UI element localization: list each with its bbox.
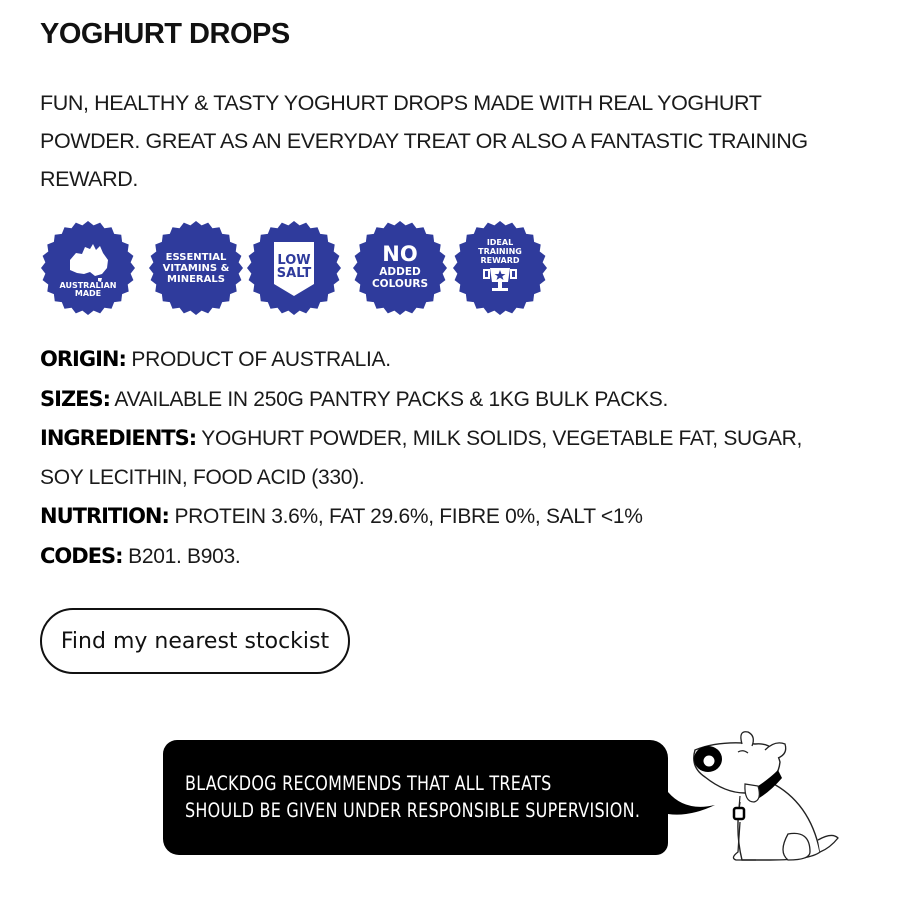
badge-no-added-colours xyxy=(352,220,448,316)
badge-label-large: NO xyxy=(382,242,418,266)
badge-australian-made xyxy=(40,220,136,316)
badge-ideal-training-reward xyxy=(452,220,548,316)
spec-origin: ORIGIN: PRODUCT OF AUSTRALIA. xyxy=(40,347,391,371)
product-title: YOGHURT DROPS xyxy=(40,18,290,50)
badge-label: ADDED COLOURS xyxy=(371,266,429,290)
cartoon-dog-illustration xyxy=(660,722,860,882)
find-stockist-button[interactable]: Find my nearest stockist xyxy=(40,608,350,674)
trophy-star-icon xyxy=(452,220,548,316)
spec-nutrition: NUTRITION: PROTEIN 3.6%, FAT 29.6%, FIBRE 0%, SALT <1% xyxy=(40,504,643,528)
product-specs xyxy=(40,340,870,576)
badge-label: LOW SALT xyxy=(276,253,312,281)
badge-essential-vitamins xyxy=(148,220,244,316)
badge-label: AUSTRALIAN MADE xyxy=(59,281,117,298)
badge-label: ESSENTIAL VITAMINS & MINERALS xyxy=(162,252,230,285)
spec-codes: CODES: B201. B903. xyxy=(40,543,241,568)
supervision-notice-text: BLACKDOG RECOMMENDS THAT ALL TREATS SHOULD BE GIVEN UNDER RESPONSIBLE SUPERVISION. xyxy=(185,772,641,822)
spec-ingredients: INGREDIENTS: YOGHURT POWDER, MILK SOLIDS, VEGETABLE FAT, SUGAR, SOY LECITHIN, FOOD ACID (330). xyxy=(40,426,803,489)
supervision-notice-bubble xyxy=(163,740,668,855)
badge-low-salt xyxy=(246,220,342,316)
badge-label: IDEAL TRAINING REWARD xyxy=(478,238,522,265)
product-description: FUN, HEALTHY & TASTY YOGHURT DROPS MADE WITH REAL YOGHURT POWDER. GREAT AS AN EVERYDAY TREAT OR ALSO A FANTASTIC TRAINING REWARD. xyxy=(40,91,808,191)
spec-sizes: SIZES: AVAILABLE IN 250G PANTRY PACKS & 1KG BULK PACKS. xyxy=(40,386,669,411)
australia-map-icon xyxy=(40,220,136,316)
